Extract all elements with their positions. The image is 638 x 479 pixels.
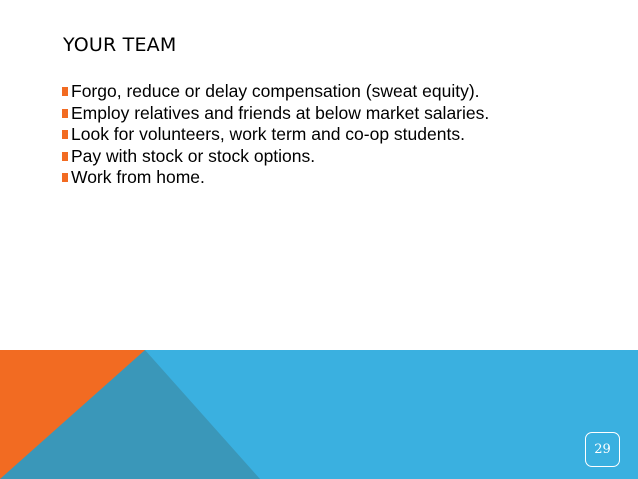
square-bullet-icon: [62, 152, 68, 161]
bullet-list: [62, 81, 602, 189]
bullet-item: [62, 124, 602, 146]
footer-decoration: [0, 350, 638, 479]
page-number-box: [585, 432, 620, 467]
bullet-item: [62, 146, 602, 168]
bullet-text: Look for volunteers, work term and co-op students.: [71, 124, 465, 144]
bullet-text: Forgo, reduce or delay compensation (sweat equity).: [71, 81, 480, 101]
footer-shapes: [0, 350, 638, 479]
square-bullet-icon: [62, 173, 68, 182]
square-bullet-icon: [62, 87, 68, 96]
bullet-text: Work from home.: [71, 167, 205, 187]
slide-title: YOUR TEAM: [63, 34, 177, 56]
square-bullet-icon: [62, 109, 68, 118]
page-number: 29: [594, 442, 611, 457]
bullet-item: [62, 167, 602, 189]
bullet-item: [62, 103, 602, 125]
square-bullet-icon: [62, 130, 68, 139]
bullet-text: Pay with stock or stock options.: [71, 145, 316, 166]
bullet-item: [62, 81, 602, 103]
bullet-text: Employ relatives and friends at below market salaries.: [71, 102, 490, 123]
